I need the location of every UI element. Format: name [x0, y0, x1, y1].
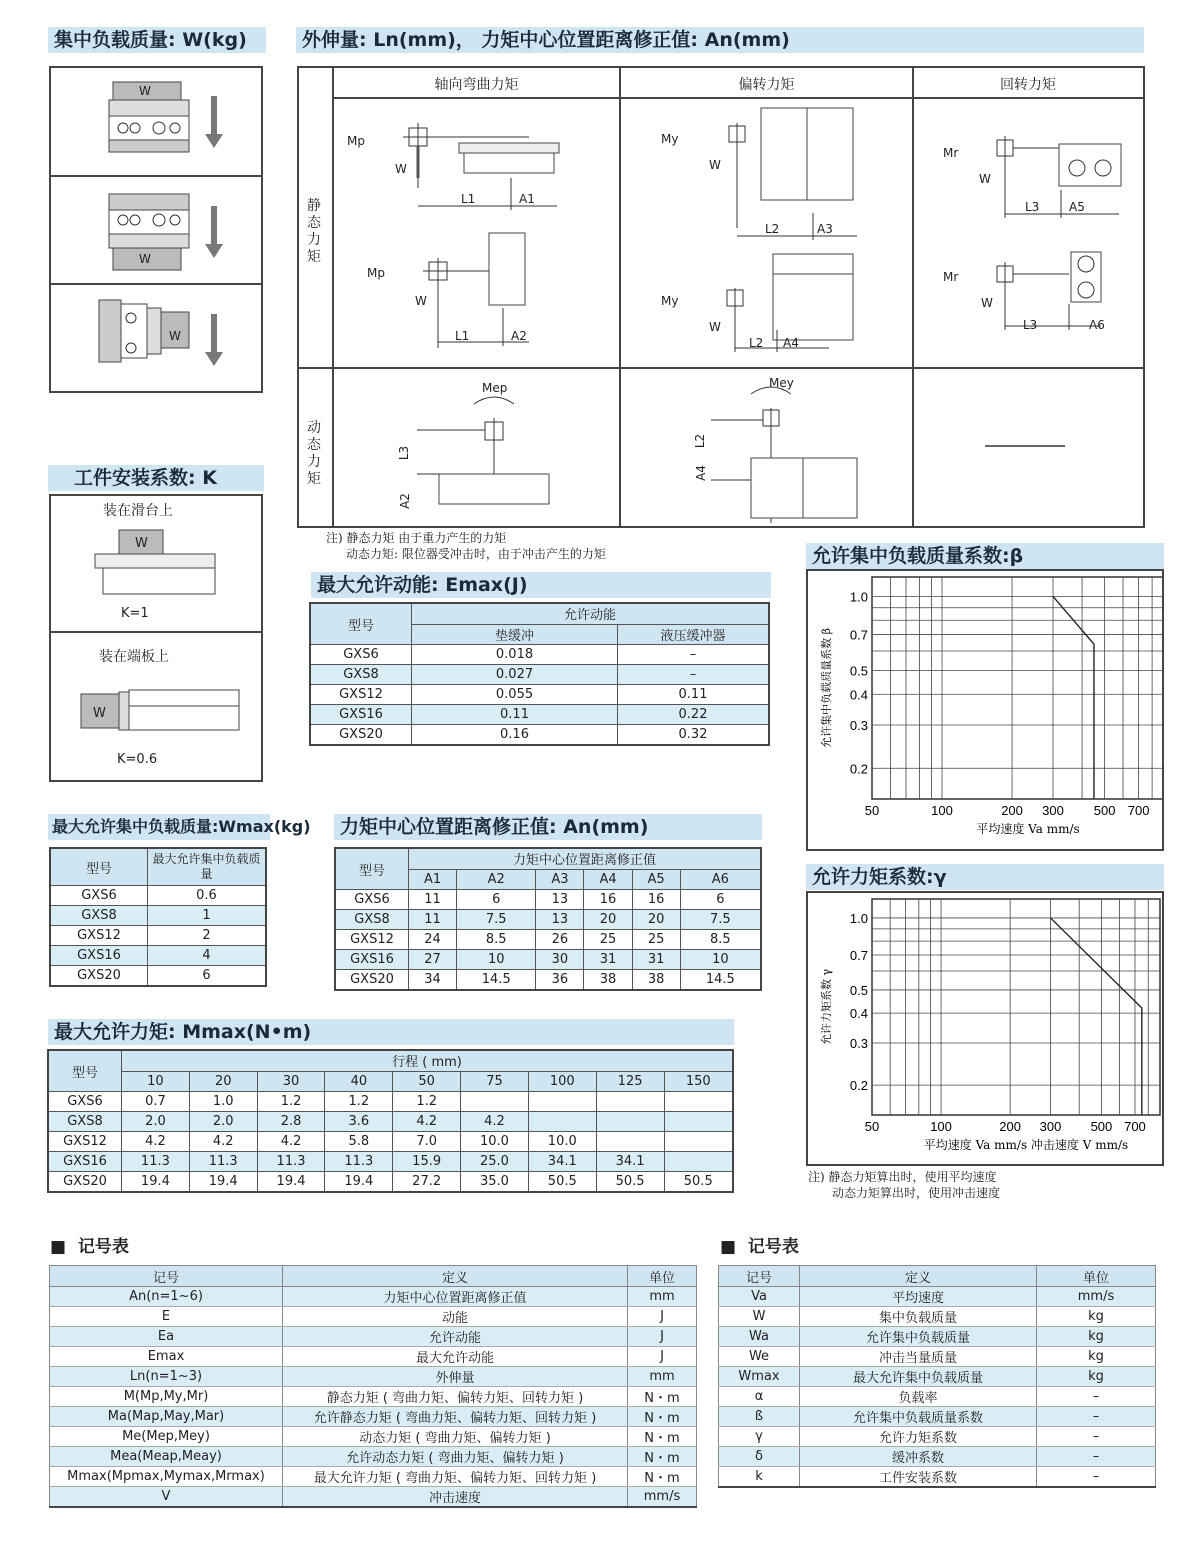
table-row: GXS16 0.11 0.22 — [310, 705, 769, 725]
k-w-label-2: W — [93, 706, 106, 721]
mmax-title: 最大允许力矩: Mmax(N•m) — [48, 1019, 734, 1045]
sym2-h-unit: 单位 — [1037, 1266, 1156, 1287]
table-row — [719, 1387, 1156, 1407]
table-row — [719, 1427, 1156, 1447]
load-w-label-2: W — [139, 252, 151, 266]
symbol-table-1-title — [50, 1232, 129, 1257]
symbol-cell: α — [719, 1387, 800, 1407]
moment-diagram-table — [297, 66, 1145, 528]
k-value-2: K=0.6 — [117, 752, 158, 767]
label-l3-3: L3 — [397, 445, 412, 461]
square-bullet-icon: ■ — [50, 1237, 67, 1257]
label-mep: Mep — [482, 381, 508, 395]
symbol-cell: ß — [719, 1407, 800, 1427]
table-row — [719, 1287, 1156, 1307]
symbol-cell: Mea(Meap,Meay) — [50, 1447, 283, 1467]
label-l2-3: L2 — [693, 433, 708, 449]
x-tick-label: 100 — [931, 803, 953, 818]
table-row — [50, 1487, 697, 1508]
label-my-2: My — [661, 294, 679, 308]
unit-cell: mm — [628, 1287, 697, 1307]
table-row — [719, 1327, 1156, 1347]
label-l1-2: L1 — [455, 329, 470, 343]
an-h-model: 型号 — [335, 848, 409, 890]
y-axis-label: 允许力矩系数 γ — [820, 968, 833, 1046]
load-w-label-1: W — [139, 84, 151, 98]
y-axis-label: 允许集中负载质量系数 β — [820, 628, 833, 748]
x-tick-label: 100 — [930, 1119, 952, 1134]
symbol-cell: E — [50, 1307, 283, 1327]
y-tick-label: 1.0 — [849, 910, 868, 926]
symbol-cell: k — [719, 1467, 800, 1488]
symbol-cell: Ea — [50, 1327, 283, 1347]
unit-cell: – — [1037, 1387, 1156, 1407]
mmax-h-group: 行程 ( mm) — [122, 1050, 734, 1071]
unit-cell: kg — [1037, 1367, 1156, 1387]
label-l3-2: L3 — [1023, 318, 1038, 332]
table-row: GXS8 2.0 2.0 2.8 3.6 4.2 4.2 — [48, 1112, 733, 1132]
gamma-chart — [806, 891, 1164, 1166]
load-w-label-3: W — [169, 329, 181, 343]
label-my-1: My — [661, 132, 679, 146]
an-col-a6: A6 — [680, 869, 761, 890]
label-a5: A5 — [1069, 200, 1085, 214]
symbol-table-2-title — [720, 1232, 799, 1257]
moment-note-2: 动态力矩: 限位器受冲击时，由于冲击产生的力矩 — [346, 547, 606, 561]
table-row: GXS12 0.055 0.11 — [310, 685, 769, 705]
chart-note-2: 动态力矩算出时，使用冲击速度 — [832, 1186, 1001, 1200]
unit-cell: kg — [1037, 1327, 1156, 1347]
definition-cell: 允许力矩系数 — [800, 1427, 1037, 1447]
definition-cell: 工件安装系数 — [800, 1467, 1037, 1488]
mmax-col-30: 30 — [257, 1071, 325, 1092]
table-row: GXS8 11 7.5 13 20 20 7.5 — [335, 910, 761, 930]
mmax-col-40: 40 — [325, 1071, 393, 1092]
an-col-a5: A5 — [632, 869, 680, 890]
moment-note-1: 注) 静态力矩 由于重力产生的力矩 — [326, 531, 507, 545]
label-a1: A1 — [519, 192, 535, 206]
table-row: GXS6 0.018 – — [310, 645, 769, 665]
unit-cell: J — [628, 1307, 697, 1327]
label-mr-2: Mr — [943, 270, 959, 284]
symbol-cell: Wmax — [719, 1367, 800, 1387]
table-row: GXS16 4 — [50, 946, 266, 966]
definition-cell: 最大允许动能 — [283, 1347, 628, 1367]
table-row: GXS8 0.027 – — [310, 665, 769, 685]
x-tick-label: 500 — [1093, 803, 1116, 818]
symbol-cell: γ — [719, 1427, 800, 1447]
k-mount-slide-label: 装在滑台上 — [103, 503, 173, 519]
label-mr-1: Mr — [943, 146, 959, 160]
table-row — [50, 1327, 697, 1347]
label-a4-2: A4 — [693, 465, 708, 481]
table-row — [50, 1427, 697, 1447]
table-row — [50, 1347, 697, 1367]
an-table — [334, 847, 762, 991]
table-row: GXS20 34 14.5 36 38 38 14.5 — [335, 970, 761, 991]
symbol-cell: V — [50, 1487, 283, 1508]
y-tick-label: 0.4 — [849, 1006, 868, 1022]
label-l2-1: L2 — [765, 222, 780, 236]
definition-cell: 最大允许力矩 ( 弯曲力矩、偏转力矩、回转力矩 ) — [283, 1467, 628, 1487]
table-row: GXS8 1 — [50, 906, 266, 926]
k-mount-endplate-label: 装在端板上 — [99, 649, 169, 665]
sym1-h-unit: 单位 — [628, 1266, 697, 1287]
x-tick-label: 300 — [1042, 803, 1064, 818]
symbol-table-1 — [49, 1265, 697, 1508]
definition-cell: 力矩中心位置距离修正值 — [283, 1287, 628, 1307]
unit-cell: J — [628, 1347, 697, 1367]
an-title: 力矩中心位置距离修正值: An(mm) — [334, 814, 762, 840]
label-w-4: W — [709, 320, 721, 334]
label-w-3: W — [709, 158, 721, 172]
an-h-group: 力矩中心位置距离修正值 — [409, 848, 762, 869]
definition-cell: 集中负载质量 — [800, 1307, 1037, 1327]
label-a3: A3 — [817, 222, 833, 236]
symbol-cell: M(Mp,My,Mr) — [50, 1387, 283, 1407]
label-a2: A2 — [511, 329, 527, 343]
mmax-col-10: 10 — [122, 1071, 190, 1092]
table-row: GXS6 0.6 — [50, 886, 266, 906]
unit-cell: N・m — [628, 1387, 697, 1407]
definition-cell: 动态力矩 ( 弯曲力矩、偏转力矩 ) — [283, 1427, 628, 1447]
an-col-a1: A1 — [409, 869, 457, 890]
beta-chart — [806, 569, 1164, 851]
unit-cell: kg — [1037, 1307, 1156, 1327]
definition-cell: 负载率 — [800, 1387, 1037, 1407]
definition-cell: 允许动态力矩 ( 弯曲力矩、偏转力矩 ) — [283, 1447, 628, 1467]
definition-cell: 外伸量 — [283, 1367, 628, 1387]
symbol-cell: Va — [719, 1287, 800, 1307]
definition-cell: 冲击当量质量 — [800, 1347, 1037, 1367]
label-l1-1: L1 — [461, 192, 476, 206]
y-tick-label: 0.3 — [849, 718, 868, 733]
y-tick-label: 0.2 — [849, 1078, 868, 1094]
table-row: GXS6 11 6 13 16 16 6 — [335, 890, 761, 910]
table-row — [719, 1407, 1156, 1427]
plot-area — [872, 577, 1162, 799]
wmax-table — [49, 847, 267, 987]
gamma-chart-svg — [808, 893, 1162, 1164]
symbol-cell: Mmax(Mpmax,Mymax,Mrmax) — [50, 1467, 283, 1487]
x-tick-label: 200 — [1001, 803, 1023, 818]
table-row — [719, 1447, 1156, 1467]
unit-cell: N・m — [628, 1447, 697, 1467]
x-tick-label: 700 — [1124, 1119, 1146, 1134]
y-tick-label: 0.3 — [849, 1036, 868, 1051]
table-row — [719, 1367, 1156, 1387]
unit-cell: J — [628, 1327, 697, 1347]
symbol-cell: Me(Mep,Mey) — [50, 1427, 283, 1447]
col-yaw-header: 偏转力矩 — [738, 77, 795, 93]
table-row: GXS20 6 — [50, 966, 266, 987]
table-row — [719, 1467, 1156, 1488]
table-row: GXS12 4.2 4.2 4.2 5.8 7.0 10.0 10.0 — [48, 1132, 733, 1152]
emax-title: 最大允许动能: Emax(J) — [311, 572, 771, 598]
wmax-h-model: 型号 — [50, 848, 148, 886]
sym2-h-symbol: 记号 — [719, 1266, 800, 1287]
x-axis-label: 平均速度 Va mm/s 冲击速度 V mm/s — [923, 1138, 1129, 1152]
table-row: GXS20 19.4 19.4 19.4 19.4 27.2 35.0 50.5 50.5 50.5 — [48, 1172, 733, 1193]
label-w-6: W — [981, 296, 993, 310]
unit-cell: mm/s — [1037, 1287, 1156, 1307]
mmax-table — [47, 1049, 734, 1193]
symbol-cell: Wa — [719, 1327, 800, 1347]
load-orientation-diagram — [51, 68, 261, 391]
mmax-col-100: 100 — [528, 1071, 596, 1092]
row-static-label: 静态力矩 — [307, 198, 321, 265]
gamma-chart-title: 允许力矩系数:γ — [806, 864, 1164, 890]
label-mey: Mey — [769, 376, 794, 390]
label-a2-2: A2 — [397, 493, 412, 509]
y-tick-label: 0.5 — [849, 982, 868, 998]
sym2-h-def: 定义 — [800, 1266, 1037, 1287]
symbol-cell: δ — [719, 1447, 800, 1467]
emax-h-group: 允许动能 — [412, 603, 770, 624]
table-row: GXS16 27 10 30 31 31 10 — [335, 950, 761, 970]
symbol-cell: W — [719, 1307, 800, 1327]
sym1-h-def: 定义 — [283, 1266, 628, 1287]
mmax-col-75: 75 — [461, 1071, 529, 1092]
k-factor-box — [49, 494, 263, 782]
symbol-table-2-title-text: 记号表 — [747, 1237, 799, 1257]
mmax-col-50: 50 — [393, 1071, 461, 1092]
x-axis-label: 平均速度 Va mm/s — [976, 822, 1080, 836]
x-tick-label: 500 — [1090, 1119, 1113, 1134]
table-row — [50, 1407, 697, 1427]
definition-cell: 允许集中负载质量系数 — [800, 1407, 1037, 1427]
col-bending-header: 轴向弯曲力矩 — [434, 77, 519, 93]
table-row — [719, 1307, 1156, 1327]
table-row: GXS16 11.3 11.3 11.3 11.3 15.9 25.0 34.1 34.1 — [48, 1152, 733, 1172]
x-tick-label: 200 — [999, 1119, 1021, 1134]
an-col-a2: A2 — [457, 869, 536, 890]
wmax-title: 最大允许集中负载质量:Wmax(kg) — [48, 814, 270, 840]
emax-h-c1: 垫缓冲 — [412, 624, 618, 645]
y-tick-label: 0.7 — [849, 627, 868, 643]
unit-cell: – — [1037, 1407, 1156, 1427]
y-tick-label: 1.0 — [849, 589, 868, 605]
mmax-col-125: 125 — [596, 1071, 664, 1092]
definition-cell: 冲击速度 — [283, 1487, 628, 1508]
label-mp-2: Mp — [367, 266, 385, 280]
symbol-table-2 — [718, 1265, 1156, 1488]
symbol-cell: Emax — [50, 1347, 283, 1367]
label-w-1: W — [395, 162, 407, 176]
x-tick-label: 50 — [864, 1119, 880, 1134]
table-row: GXS20 0.16 0.32 — [310, 725, 769, 746]
unit-cell: – — [1037, 1427, 1156, 1447]
wmax-h-val: 最大允许集中负载质量 — [148, 848, 267, 886]
load-orientation-box — [49, 66, 263, 393]
label-w-5: W — [979, 172, 991, 186]
sym1-h-symbol: 记号 — [50, 1266, 283, 1287]
definition-cell: 允许集中负载质量 — [800, 1327, 1037, 1347]
symbol-cell: Ma(Map,May,Mar) — [50, 1407, 283, 1427]
table-row: GXS12 24 8.5 26 25 25 8.5 — [335, 930, 761, 950]
k-factor-diagram — [51, 496, 261, 780]
symbol-cell: An(n=1~6) — [50, 1287, 283, 1307]
table-row: GXS12 2 — [50, 926, 266, 946]
table-row — [719, 1347, 1156, 1367]
an-col-a3: A3 — [536, 869, 584, 890]
table-row — [50, 1447, 697, 1467]
overhang-title: 外伸量: Ln(mm)， 力矩中心位置距离修正值: An(mm) — [296, 27, 1144, 53]
emax-h-c2: 液压缓冲器 — [618, 624, 770, 645]
emax-h-model: 型号 — [310, 603, 412, 645]
unit-cell: – — [1037, 1467, 1156, 1488]
label-l3-1: L3 — [1025, 200, 1040, 214]
an-col-a4: A4 — [584, 869, 632, 890]
label-w-2: W — [415, 294, 427, 308]
y-tick-label: 0.4 — [849, 687, 868, 703]
k-w-label-1: W — [135, 536, 148, 551]
mmax-col-20: 20 — [189, 1071, 257, 1092]
k-factor-title: 工件安装系数: K — [48, 465, 264, 491]
definition-cell: 静态力矩 ( 弯曲力矩、偏转力矩、回转力矩 ) — [283, 1387, 628, 1407]
symbol-cell: Ln(n=1~3) — [50, 1367, 283, 1387]
table-row — [50, 1367, 697, 1387]
table-row — [50, 1287, 697, 1307]
chart-note-1: 注) 静态力矩算出时，使用平均速度 — [808, 1170, 997, 1184]
definition-cell: 最大允许集中负载质量 — [800, 1367, 1037, 1387]
y-tick-label: 0.7 — [849, 947, 868, 963]
plot-area — [872, 899, 1160, 1115]
unit-cell: N・m — [628, 1407, 697, 1427]
table-row — [50, 1467, 697, 1487]
col-roll-header: 回转力矩 — [1000, 77, 1056, 93]
unit-cell: mm/s — [628, 1487, 697, 1508]
beta-chart-svg — [808, 571, 1162, 849]
square-bullet-icon: ■ — [720, 1237, 737, 1257]
mmax-col-150: 150 — [664, 1071, 733, 1092]
k-value-1: K=1 — [121, 606, 149, 621]
y-tick-label: 0.5 — [849, 663, 868, 679]
definition-cell: 平均速度 — [800, 1287, 1037, 1307]
label-a4-1: A4 — [783, 336, 799, 350]
unit-cell: mm — [628, 1367, 697, 1387]
emax-table — [309, 602, 770, 746]
symbol-table-1-title-text: 记号表 — [77, 1237, 129, 1257]
x-tick-label: 50 — [864, 803, 880, 818]
x-tick-label: 700 — [1127, 803, 1150, 818]
label-l2-2: L2 — [749, 336, 764, 350]
symbol-cell: We — [719, 1347, 800, 1367]
beta-chart-title: 允许集中负载质量系数:β — [806, 543, 1164, 569]
load-mass-title: 集中负载质量: W(kg) — [48, 27, 266, 53]
row-dynamic-label: 动态力矩 — [307, 420, 321, 487]
mmax-h-model: 型号 — [48, 1050, 122, 1092]
unit-cell: kg — [1037, 1347, 1156, 1367]
unit-cell: – — [1037, 1447, 1156, 1467]
y-tick-label: 0.2 — [849, 761, 868, 777]
unit-cell: N・m — [628, 1427, 697, 1447]
definition-cell: 动能 — [283, 1307, 628, 1327]
table-row: GXS6 0.7 1.0 1.2 1.2 1.2 — [48, 1092, 733, 1112]
label-mp-1: Mp — [347, 134, 365, 148]
definition-cell: 缓冲系数 — [800, 1447, 1037, 1467]
unit-cell: N・m — [628, 1467, 697, 1487]
definition-cell: 允许静态力矩 ( 弯曲力矩、偏转力矩、回转力矩 ) — [283, 1407, 628, 1427]
label-a6: A6 — [1089, 318, 1105, 332]
x-tick-label: 300 — [1039, 1119, 1062, 1134]
table-row — [50, 1307, 697, 1327]
definition-cell: 允许动能 — [283, 1327, 628, 1347]
table-row — [50, 1387, 697, 1407]
